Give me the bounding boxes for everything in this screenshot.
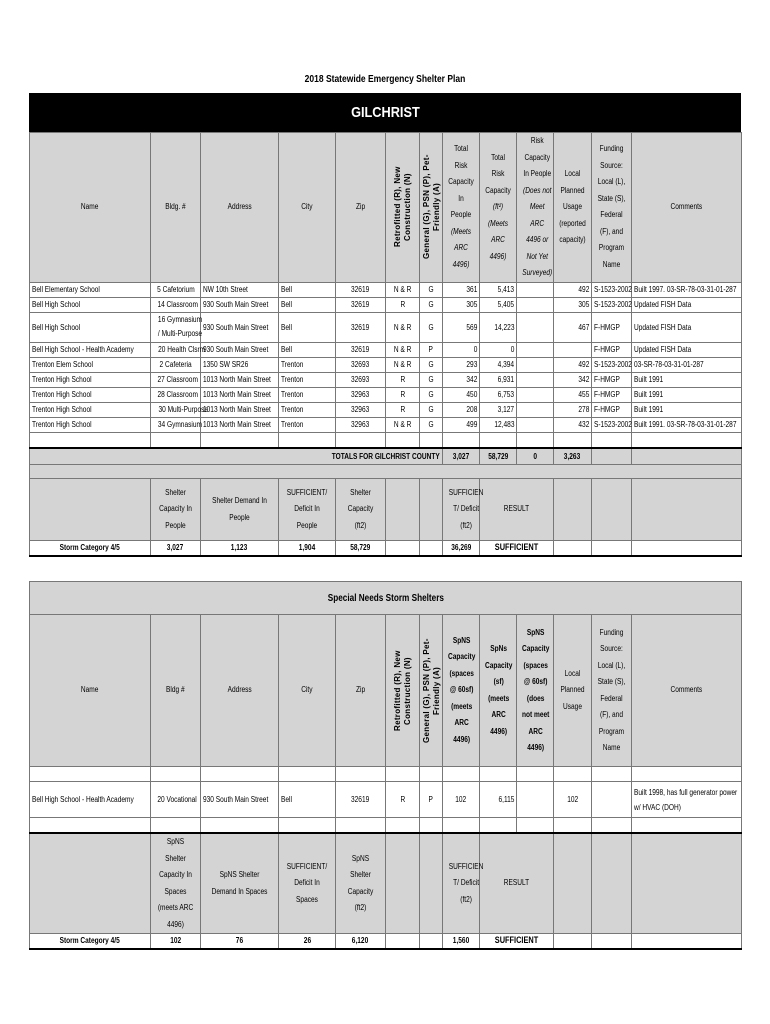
header-funding: Funding Source: Local (L), State (S), Federal (F), and Program Name (592, 133, 632, 283)
shelter-cell-zip: 32619 (336, 312, 386, 342)
header-retrofitted: Retrofitted (R), New Construction (N) (386, 133, 420, 283)
header-total-risk: Total Risk Capacity In People (Meets ARC 4496) (443, 133, 480, 283)
shelter-cell-comments: 03-SR-78-03-31-01-287 (632, 357, 742, 372)
special-row-type: P (420, 782, 443, 818)
shelter-cell-local: 492 (554, 282, 592, 297)
blank-row (30, 818, 742, 834)
shelter-cell-type: G (420, 312, 443, 342)
shelter-cell-type: G (420, 357, 443, 372)
shelter-cell-type: G (420, 402, 443, 417)
shelter-cell-address: 1013 North Main Street (201, 372, 279, 387)
special-row-city: Bell (279, 782, 336, 818)
shelter-cell-funding: S-1523-2002 (592, 357, 632, 372)
special-row-not-meet (517, 782, 554, 818)
special-summary-header-demand: SpNS Shelter Demand In Spaces (201, 833, 279, 934)
special-summary-capacity: 102 (151, 934, 201, 949)
shelter-cell-funding: S-1523-2002 (592, 297, 632, 312)
shelter-cell-type: G (420, 297, 443, 312)
special-row-capacity: 102 (443, 782, 480, 818)
special-header-retrofitted: Retrofitted (R), New Construction (N) (386, 615, 420, 767)
special-header-comments: Comments (632, 615, 742, 767)
shelter-cell-comments: Built 1991 (632, 387, 742, 402)
shelter-cell-zip: 32963 (336, 387, 386, 402)
shelter-cell-address: 930 South Main Street (201, 342, 279, 357)
special-summary-header-result: RESULT (480, 833, 554, 934)
shelter-cell-funding: F-HMGP (592, 342, 632, 357)
shelter-cell-funding: F-HMGP (592, 402, 632, 417)
shelter-cell-address: NW 10th Street (201, 282, 279, 297)
special-summary-row-label: Storm Category 4/5 (30, 934, 151, 949)
special-row-funding (592, 782, 632, 818)
header-risk-not-meet: Risk Capacity In People (Does not Meet ARC 4496 or Not Yet Surveyed) (517, 133, 554, 283)
special-row-name: Bell High School - Health Academy (30, 782, 151, 818)
shelter-cell-zip: 32619 (336, 297, 386, 312)
shelter-cell-address: 1013 North Main Street (201, 402, 279, 417)
special-summary-demand: 76 (201, 934, 279, 949)
special-summary-row (30, 934, 742, 949)
shelter-cell-cap: 208 (443, 402, 480, 417)
shelter-cell-city: Trenton (279, 357, 336, 372)
shelter-cell-cap: 305 (443, 297, 480, 312)
header-address: Address (201, 133, 279, 283)
shelter-cell-name: Trenton Elem School (30, 357, 151, 372)
shelter-cell-sqft: 0 (480, 342, 517, 357)
shelter-cell-funding: S-1523-2002 (592, 417, 632, 432)
header-total-risk-sf: Total Risk Capacity (ft²) (Meets ARC 4496) (480, 133, 517, 283)
shelter-row (30, 342, 742, 357)
summary-header-demand: Shelter Demand In People (201, 479, 279, 541)
shelter-row (30, 297, 742, 312)
special-summary-header-capacity: SpNS Shelter Capacity In Spaces (meets ARC 4496) (151, 833, 201, 934)
blank-row (30, 432, 742, 448)
special-header-row (30, 615, 742, 767)
summary-capacity-ft: 58,729 (336, 541, 386, 556)
shelter-cell-risk (517, 282, 554, 297)
special-row-rn: R (386, 782, 420, 818)
shelter-cell-risk (517, 312, 554, 342)
shelter-cell-rn: R (386, 297, 420, 312)
shelter-cell-funding: F-HMGP (592, 372, 632, 387)
shelter-cell-type: G (420, 282, 443, 297)
special-header-name: Name (30, 615, 151, 767)
special-row-comments: Built 1998, has full generator power w/ HVAC (DOH) (632, 782, 742, 818)
shelter-cell-risk (517, 372, 554, 387)
shelter-cell-local: 278 (554, 402, 592, 417)
shelter-cell-risk (517, 342, 554, 357)
header-bldg: Bldg. # (151, 133, 201, 283)
shelter-cell-name: Trenton High School (30, 417, 151, 432)
shelter-cell-name: Bell High School (30, 312, 151, 342)
special-header-local: Local Planned Usage (554, 615, 592, 767)
shelter-cell-zip: 32693 (336, 372, 386, 387)
shelter-cell-type: G (420, 417, 443, 432)
shelter-cell-sqft: 14,223 (480, 312, 517, 342)
shelter-cell-rn: N & R (386, 342, 420, 357)
shelter-cell-type: G (420, 387, 443, 402)
summary-header-capacity: Shelter Capacity In People (151, 479, 201, 541)
shelter-cell-name: Trenton High School (30, 402, 151, 417)
shelter-cell-bldg: 20 Health Clsrm (151, 342, 201, 357)
totals-capacity: 3,027 (443, 448, 480, 465)
special-summary-header-sufficient: SUFFICIENT/ Deficit In Spaces (279, 833, 336, 934)
shelter-cell-bldg: 5 Cafetorium (151, 282, 201, 297)
shelter-cell-city: Trenton (279, 387, 336, 402)
special-row-sqft: 6,115 (480, 782, 517, 818)
shelter-cell-address: 1013 North Main Street (201, 417, 279, 432)
shelter-cell-sqft: 3,127 (480, 402, 517, 417)
shelter-header-row (30, 133, 742, 283)
shelter-cell-bldg: 14 Classroom (151, 297, 201, 312)
shelter-cell-risk (517, 417, 554, 432)
summary-header-capacity-ft: Shelter Capacity (ft2) (336, 479, 386, 541)
shelter-cell-cap: 293 (443, 357, 480, 372)
shelter-cell-sqft: 5,405 (480, 297, 517, 312)
special-needs-title-row (30, 582, 742, 615)
shelter-row (30, 312, 742, 342)
special-header-city: City (279, 615, 336, 767)
shelter-cell-name: Trenton High School (30, 387, 151, 402)
header-name: Name (30, 133, 151, 283)
summary-deficit-ft: 36,269 (443, 541, 480, 556)
special-header-zip: Zip (336, 615, 386, 767)
summary-row (30, 541, 742, 556)
shelter-cell-cap: 569 (443, 312, 480, 342)
shelter-cell-name: Bell High School (30, 297, 151, 312)
county-banner (29, 93, 741, 132)
shelter-cell-local (554, 342, 592, 357)
shelter-cell-risk (517, 297, 554, 312)
shelter-cell-cap: 361 (443, 282, 480, 297)
shelter-cell-funding: F-HMGP (592, 312, 632, 342)
summary-header-deficit-ft: SUFFICIEN T/ Deficit (ft2) (443, 479, 480, 541)
summary-header-row (30, 479, 742, 541)
shelter-cell-comments: Updated FISH Data (632, 342, 742, 357)
shelter-cell-rn: N & R (386, 417, 420, 432)
shelter-cell-address: 930 South Main Street (201, 312, 279, 342)
shelter-row (30, 387, 742, 402)
shelter-cell-cap: 499 (443, 417, 480, 432)
special-header-address: Address (201, 615, 279, 767)
summary-demand: 1,123 (201, 541, 279, 556)
shelter-cell-sqft: 12,483 (480, 417, 517, 432)
shelter-row (30, 402, 742, 417)
shelter-cell-risk (517, 387, 554, 402)
header-city: City (279, 133, 336, 283)
header-zip: Zip (336, 133, 386, 283)
shelter-cell-name: Bell High School - Health Academy (30, 342, 151, 357)
document-title: 2018 Statewide Emergency Shelter Plan (304, 74, 466, 85)
shelter-cell-local: 305 (554, 297, 592, 312)
shelter-cell-bldg: 2 Cafeteria (151, 357, 201, 372)
totals-label: TOTALS FOR GILCHRIST COUNTY (30, 448, 443, 465)
special-header-spns-capacity: SpNS Capacity (spaces @ 60sf) (meets ARC 4496) (443, 615, 480, 767)
shelter-cell-cap: 450 (443, 387, 480, 402)
special-needs-table (29, 581, 742, 950)
shelter-cell-address: 1013 North Main Street (201, 387, 279, 402)
summary-result: SUFFICIENT (480, 541, 554, 556)
shelter-table (29, 132, 742, 557)
shelter-cell-rn: N & R (386, 282, 420, 297)
shelter-cell-bldg: 28 Classroom (151, 387, 201, 402)
special-row-address: 930 South Main Street (201, 782, 279, 818)
county-name: GILCHRIST (350, 104, 420, 121)
header-comments: Comments (632, 133, 742, 283)
summary-row-label: Storm Category 4/5 (30, 541, 151, 556)
shelter-cell-risk (517, 402, 554, 417)
header-local-planned: Local Planned Usage (reported capacity) (554, 133, 592, 283)
shelter-cell-name: Bell Elementary School (30, 282, 151, 297)
shelter-cell-comments: Built 1991. 03-SR-78-03-31-01-287 (632, 417, 742, 432)
special-header-spns-sf: SpNs Capacity (sf) (meets ARC 4496) (480, 615, 517, 767)
shelter-cell-sqft: 4,394 (480, 357, 517, 372)
special-header-bldg: Bldg # (151, 615, 201, 767)
special-row-local: 102 (554, 782, 592, 818)
shelter-cell-rn: R (386, 387, 420, 402)
shelter-cell-type: P (420, 342, 443, 357)
special-summary-capacity-ft: 6,120 (336, 934, 386, 949)
shelter-cell-bldg: 30 Multi-Purpose (151, 402, 201, 417)
special-needs-title: Special Needs Storm Shelters (30, 582, 742, 615)
shelter-cell-funding: F-HMGP (592, 387, 632, 402)
special-shelter-row (30, 782, 742, 818)
totals-local: 3,263 (554, 448, 592, 465)
shelter-rows (30, 282, 742, 432)
shelter-cell-comments: Built 1991 (632, 372, 742, 387)
totals-row (30, 448, 742, 465)
shelter-cell-local: 455 (554, 387, 592, 402)
special-summary-result: SUFFICIENT (480, 934, 554, 949)
shelter-cell-comments: Updated FISH Data (632, 297, 742, 312)
shelter-cell-risk (517, 357, 554, 372)
shelter-cell-type: G (420, 372, 443, 387)
shelter-cell-zip: 32619 (336, 342, 386, 357)
shelter-row (30, 372, 742, 387)
shelter-cell-city: Bell (279, 282, 336, 297)
shelter-cell-zip: 32693 (336, 357, 386, 372)
summary-header-result: RESULT (480, 479, 554, 541)
shelter-cell-rn: N & R (386, 312, 420, 342)
shelter-cell-name: Trenton High School (30, 372, 151, 387)
totals-risk: 0 (517, 448, 554, 465)
header-general: General (G), PSN (P), Pet-Friendly (A) (420, 133, 443, 283)
shelter-cell-zip: 32963 (336, 417, 386, 432)
shelter-cell-local: 492 (554, 357, 592, 372)
shelter-cell-cap: 342 (443, 372, 480, 387)
special-summary-deficit-ft: 1,560 (443, 934, 480, 949)
shelter-cell-city: Trenton (279, 417, 336, 432)
summary-sufficient: 1,904 (279, 541, 336, 556)
shelter-row (30, 357, 742, 372)
special-row-bldg: 20 Vocational (151, 782, 201, 818)
shelter-row (30, 282, 742, 297)
spacer-row (30, 465, 742, 479)
shelter-cell-address: 930 South Main Street (201, 297, 279, 312)
shelter-cell-zip: 32619 (336, 282, 386, 297)
shelter-cell-address: 1350 SW SR26 (201, 357, 279, 372)
blank-row (30, 767, 742, 782)
shelter-cell-rn: N & R (386, 357, 420, 372)
shelter-cell-comments: Built 1991 (632, 402, 742, 417)
totals-sqft: 58,729 (480, 448, 517, 465)
shelter-cell-bldg: 27 Classroom (151, 372, 201, 387)
special-header-spns-not-meet: SpNS Capacity (spaces @ 60sf) (does not meet ARC 4496) (517, 615, 554, 767)
shelter-cell-city: Bell (279, 342, 336, 357)
shelter-cell-rn: R (386, 402, 420, 417)
shelter-cell-city: Trenton (279, 372, 336, 387)
shelter-cell-sqft: 5,413 (480, 282, 517, 297)
shelter-cell-local: 342 (554, 372, 592, 387)
shelter-cell-bldg: 34 Gymnasium (151, 417, 201, 432)
shelter-cell-city: Bell (279, 312, 336, 342)
special-row-zip: 32619 (336, 782, 386, 818)
summary-header-sufficient: SUFFICIENT/ Deficit In People (279, 479, 336, 541)
special-header-general: General (G), PSN (P), Pet-Friendly (A) (420, 615, 443, 767)
shelter-cell-comments: Built 1997. 03-SR-78-03-31-01-287 (632, 282, 742, 297)
shelter-cell-local: 467 (554, 312, 592, 342)
shelter-cell-sqft: 6,753 (480, 387, 517, 402)
shelter-cell-zip: 32963 (336, 402, 386, 417)
shelter-cell-bldg: 16 Gymnasium / Multi-Purpose (151, 312, 201, 342)
shelter-cell-sqft: 6,931 (480, 372, 517, 387)
shelter-cell-comments: Updated FISH Data (632, 312, 742, 342)
special-summary-header-deficit-ft: SUFFICIEN T/ Deficit (ft2) (443, 833, 480, 934)
shelter-row (30, 417, 742, 432)
special-summary-header-capacity-ft: SpNS Shelter Capacity (ft2) (336, 833, 386, 934)
special-summary-header-row (30, 833, 742, 934)
shelter-cell-city: Trenton (279, 402, 336, 417)
shelter-cell-funding: S-1523-2002 (592, 282, 632, 297)
special-header-funding: Funding Source: Local (L), State (S), Federal (F), and Program Name (592, 615, 632, 767)
shelter-cell-rn: R (386, 372, 420, 387)
shelter-cell-local: 432 (554, 417, 592, 432)
summary-capacity: 3,027 (151, 541, 201, 556)
shelter-cell-cap: 0 (443, 342, 480, 357)
special-summary-sufficient: 26 (279, 934, 336, 949)
shelter-cell-city: Bell (279, 297, 336, 312)
